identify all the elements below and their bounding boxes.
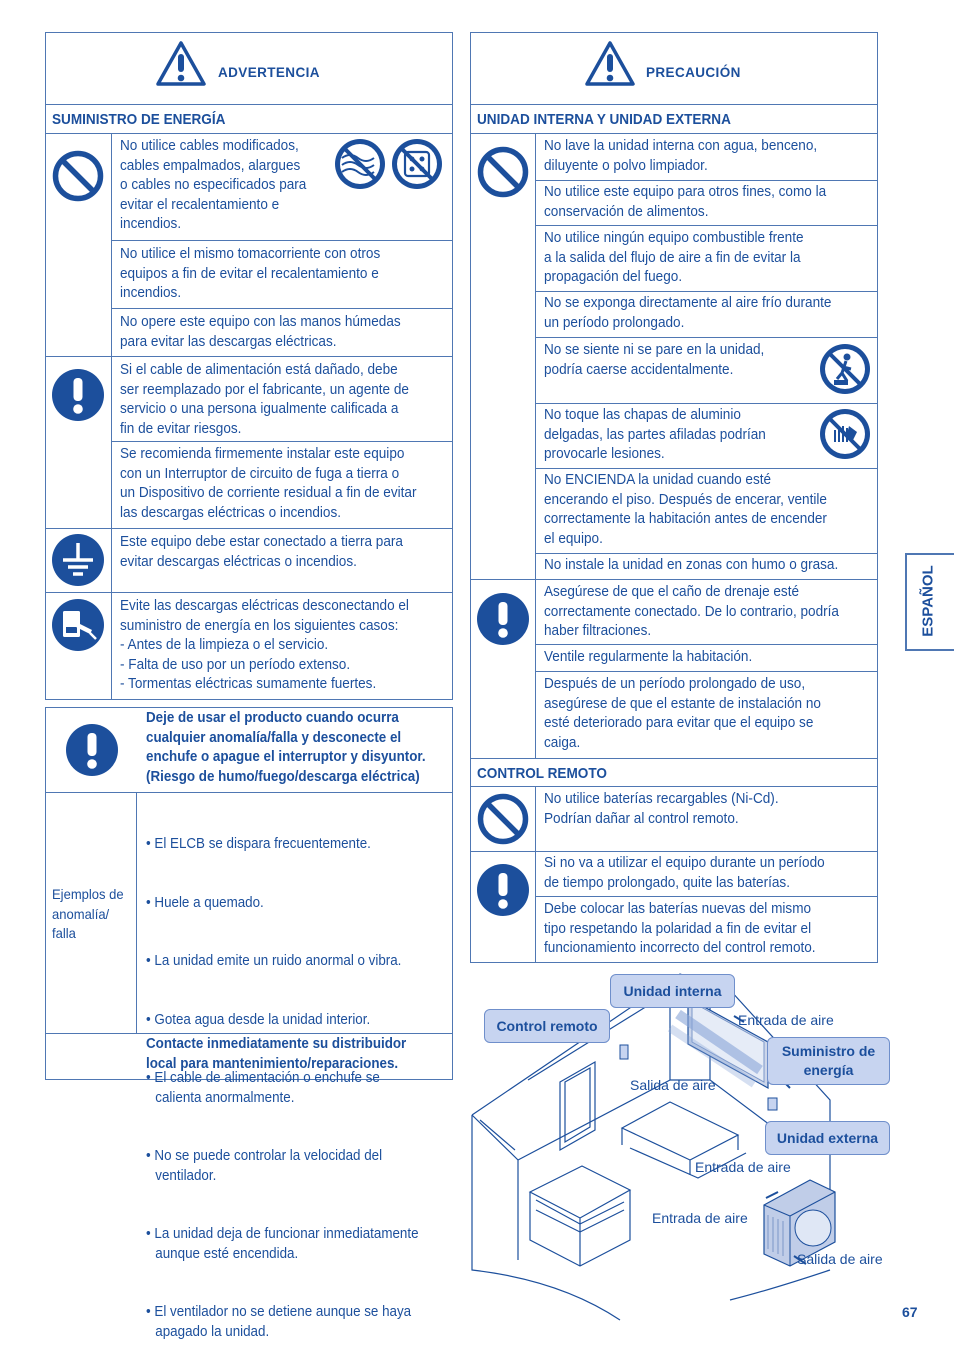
unit-item-5: No se siente ni se pare en la unidad, podría caerse accidentalmente. <box>544 342 765 378</box>
abnormal-example: • La unidad emite un ruido anormal o vibra. <box>146 953 402 969</box>
label-power-supply: Suministro de energía <box>767 1037 890 1085</box>
mandatory-icon <box>52 369 104 421</box>
label-air-outlet: Salida de aire <box>797 1251 883 1267</box>
language-tab: ESPAÑOL <box>919 565 937 637</box>
abnormal-example: • No se puede controlar la velocidad del ventilador. <box>146 1148 383 1184</box>
abnormal-examples-label: Ejemplos de anomalía/ falla <box>52 886 124 941</box>
warning-title: ADVERTENCIA <box>218 65 320 80</box>
no-touch-fins-icon <box>819 408 871 460</box>
unit-item-11: Después de un período prolongado de uso, asegúrese de que el estante de instalación no esté deteriorado para evitar que el equipo se caiga. <box>544 676 821 751</box>
prohibited-icon <box>52 150 104 202</box>
power-item-3: No opere este equipo con las manos húmedas para evitar las descargas eléctricas. <box>120 314 401 350</box>
no-stand-icon <box>819 343 871 395</box>
unit-item-3: No utilice ningún equipo combustible frente a la salida del flujo de aire a fin de evitar la propagación del fuego. <box>544 230 804 285</box>
label-air-inlet: Entrada de aire <box>738 1012 834 1028</box>
unit-item-1: No lave la unidad interna con agua, benceno, diluyente o polvo limpiador. <box>544 138 818 174</box>
page-number: 67 <box>902 1304 918 1320</box>
mandatory-icon <box>66 724 118 776</box>
prohibited-icon <box>477 793 529 845</box>
abnormal-example: • La unidad deja de funcionar inmediatamente aunque esté encendida. <box>146 1226 419 1262</box>
unit-item-9: Asegúrese de que el caño de drenaje esté correctamente conectado. De lo contrario, podría haber filtraciones. <box>544 584 839 639</box>
remote-section-title: CONTROL REMOTO <box>477 766 607 782</box>
label-air-inlet: Entrada de aire <box>652 1210 748 1226</box>
power-item-1: No utilice cables modificados, cables empalmados, alargues o cables no especificados para evitar el recalentamiento e incendios. <box>120 138 307 232</box>
abnormal-footer: Contacte inmediatamente su distribuidor local para mantenimiento/reparaciones. <box>146 1036 407 1072</box>
remote-item-3: Debe colocar las baterías nuevas del mismo tipo respetando la polaridad a fin de evitar el funcionamiento incorrecto del control remoto. <box>544 901 816 956</box>
remote-item-2: Si no va a utilizar el equipo durante un período de tiempo prolongado, quite las baterías. <box>544 855 825 891</box>
abnormal-example: • El ELCB se dispara frecuentemente. <box>146 836 371 852</box>
unit-item-7: No ENCIENDA la unidad cuando esté encerando el piso. Después de encerar, ventile correctamente la habitación antes de encender el equipo. <box>544 472 827 547</box>
power-item-6: Este equipo debe estar conectado a tierra para evitar descargas eléctricas o incendios. <box>120 534 403 570</box>
power-item-7: Evite las descargas eléctricas desconectando el suministro de energía en los siguientes casos: - Antes de la limpieza o el servicio. - Falta de uso por un período extenso. - Tormentas eléctricas sumamente fuertes. <box>120 598 409 692</box>
prohibited-icon <box>477 146 529 198</box>
ground-icon <box>52 534 104 586</box>
unit-item-10: Ventile regularmente la habitación. <box>544 649 753 665</box>
label-air-inlet: Entrada de aire <box>695 1159 791 1175</box>
unplug-icon <box>52 599 104 651</box>
abnormal-example: • Gotea agua desde la unidad interior. <box>146 1011 371 1028</box>
label-air-outlet: Salida de aire <box>630 1077 716 1093</box>
abnormal-examples-list <box>146 796 444 1354</box>
warning-triangle-icon <box>155 40 207 88</box>
abnormal-heading: Deje de usar el producto cuando ocurra cualquier anomalía/falla y desconecte el enchufe o apague el interruptor y disyuntor. (Riesgo de humo/fuego/descarga eléctrica) <box>146 710 426 785</box>
power-item-2: No utilice el mismo tomacorriente con otros equipos a fin de evitar el recalentamiento e incendios. <box>120 246 381 301</box>
caution-triangle-icon <box>584 40 636 88</box>
power-section-title: SUMINISTRO DE ENERGÍA <box>52 112 226 128</box>
caution-title: PRECAUCIÓN <box>646 65 741 80</box>
unit-item-6: No toque las chapas de aluminio delgadas, las partes afiladas podrían provocarle lesiones. <box>544 407 766 462</box>
remote-item-1: No utilice baterías recargables (Ni-Cd). Podrían dañar al control remoto. <box>544 791 779 827</box>
unit-item-4: No se exponga directamente al aire frío durante un período prolongado. <box>544 295 832 331</box>
mandatory-icon <box>477 593 529 645</box>
no-modified-cable-icon <box>334 138 386 190</box>
unit-section-title: UNIDAD INTERNA Y UNIDAD EXTERNA <box>477 112 731 128</box>
unit-item-8: No instale la unidad en zonas con humo o grasa. <box>544 557 839 573</box>
no-extension-cable-icon <box>391 138 443 190</box>
power-item-5: Se recomienda firmemente instalar este equipo con un Interruptor de circuito de fuga a tierra o un Dispositivo de corriente residual a fin de evitar las descargas eléctricas o incendios. <box>120 446 417 521</box>
label-indoor-unit: Unidad interna <box>610 974 735 1008</box>
abnormal-example: • El ventilador no se detiene aunque se haya apagado la unidad. <box>146 1304 412 1340</box>
unit-item-2: No utilice este equipo para otros fines, como la conservación de alimentos. <box>544 184 827 220</box>
label-outdoor-unit: Unidad externa <box>765 1121 890 1155</box>
label-remote-control: Control remoto <box>484 1009 610 1043</box>
abnormal-example: • Huele a quemado. <box>146 894 264 911</box>
power-item-4: Si el cable de alimentación está dañado, debe ser reemplazado por el fabricante, un agente de servicio o una persona igualmente calificada a fin de evitar riesgos. <box>120 362 409 437</box>
abnormal-example: • El cable de alimentación o enchufe se calienta anormalmente. <box>146 1070 380 1106</box>
mandatory-icon <box>477 864 529 916</box>
